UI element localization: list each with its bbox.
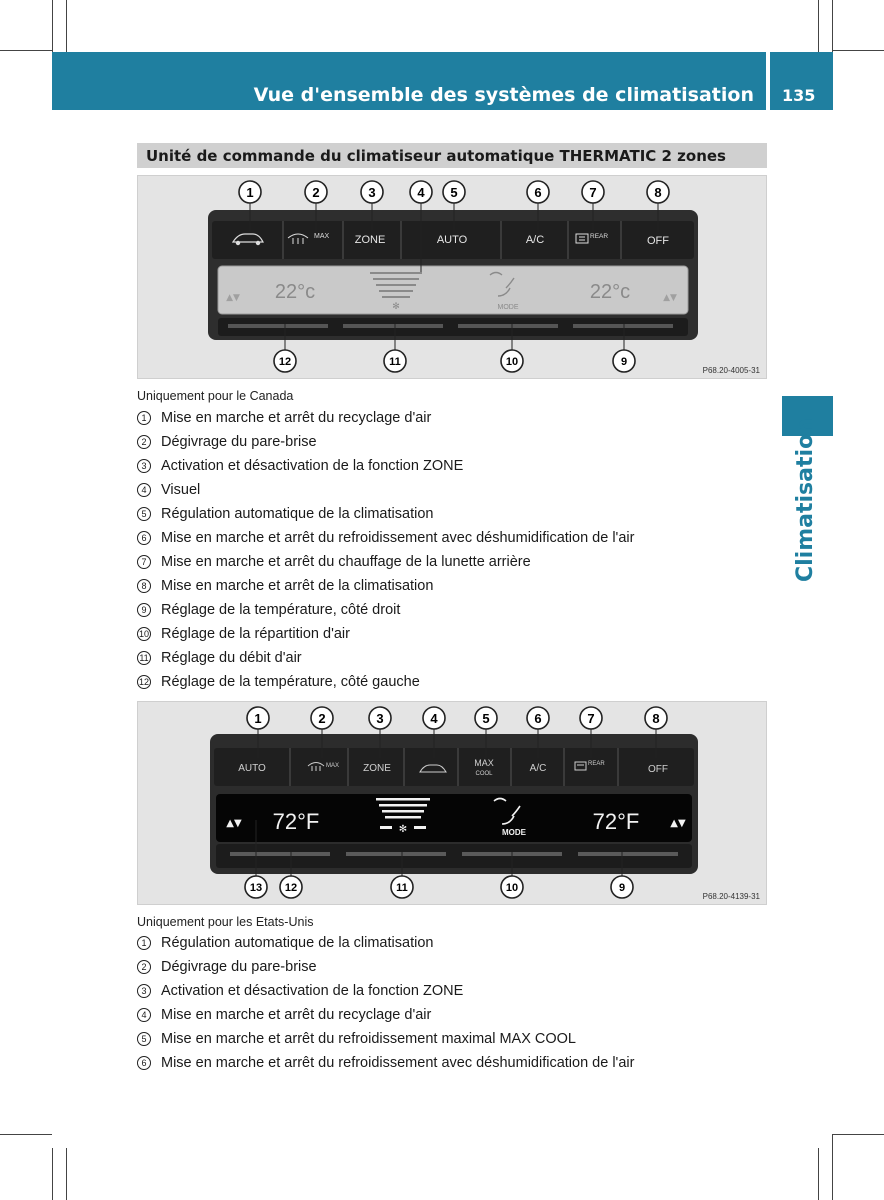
fan-icon: ✻ [392,302,400,312]
panel-label-off: OFF [648,764,668,775]
legend-item: 10 Réglage de la répartition d'air [138,626,350,642]
chapter-tab-label: Climatisation [793,418,818,582]
crop-mark [0,1134,52,1135]
panel-label-off: OFF [647,235,669,247]
callout-top-5 [475,707,497,729]
callout-top-4 [410,181,432,203]
section-heading: Unité de commande du climatiseur automatique THERMATIC 2 zones [137,143,767,168]
callout-top-8 [647,181,669,203]
legend-item: 6 Mise en marche et arrêt du refroidissement avec déshumidification de l'air [137,526,767,550]
svg-text:1: 1 [254,711,262,726]
panel-label-auto: AUTO [238,763,266,774]
legend-list-usa [137,931,767,1075]
callout-top-1 [247,707,269,729]
legend-item: 11 Réglage du débit d'air [137,646,767,670]
crop-mark [66,0,67,52]
callout-bottom-12 [280,876,302,898]
svg-text:7: 7 [587,711,595,726]
crop-mark [833,50,884,51]
temp-arrows-left-icon: ▲▼ [226,818,242,829]
svg-text:1: 1 [246,185,254,200]
callout-top-8 [645,707,667,729]
legend-list-canada [137,406,767,694]
svg-text:10: 10 [505,356,519,368]
temp-arrows-left-icon: ▲▼ [226,293,240,303]
callout-top-7 [580,707,602,729]
callout-top-3 [369,707,391,729]
svg-text:12: 12 [284,882,298,894]
crop-mark [833,1134,884,1135]
legend-item: 2 Dégivrage du pare-brise [137,430,767,454]
crop-mark [66,1148,67,1200]
temp-arrows-right-icon: ▲▼ [663,293,677,303]
page-title: Vue d'ensemble des systèmes de climatisation [253,84,754,106]
page-header [52,52,766,110]
crop-mark [818,0,819,52]
display-mode-label: MODE [502,828,526,837]
figure-reference: P68.20-4005-31 [702,366,760,375]
panel-label-zone: ZONE [363,763,391,774]
panel-label-ac: A/C [529,763,547,774]
legend-item: 9 Réglage de la température, côté droit [137,598,767,622]
legend-item: 1 Mise en marche et arrêt du recyclage d'air [137,406,767,430]
panel-label-zone: ZONE [354,234,386,246]
svg-text:12: 12 [278,356,292,368]
legend-item: 1 Régulation automatique de la climatisation [137,931,767,955]
svg-text:5: 5 [482,711,490,726]
svg-text:6: 6 [534,185,542,200]
callout-top-7 [582,181,604,203]
callout-bottom-11 [384,350,406,372]
callout-top-5 [443,181,465,203]
legend-item: 4 Mise en marche et arrêt du recyclage d'air [137,1003,767,1027]
panel-label-auto: AUTO [436,234,468,246]
svg-text:4: 4 [417,185,425,200]
svg-text:9: 9 [620,356,628,368]
crop-mark [832,0,833,52]
crop-mark [52,1148,53,1200]
legend-item: 12 Réglage de la température, côté gauche [138,674,420,690]
svg-text:11: 11 [389,356,401,368]
svg-text:11: 11 [396,882,408,894]
svg-text:9: 9 [618,882,626,894]
display-left-temp: 72°F [272,809,320,834]
legend-item: 4 Visuel [137,478,767,502]
crop-mark [0,50,52,51]
svg-text:2: 2 [312,185,320,200]
svg-text:3: 3 [368,185,376,200]
panel-label-rear: REAR [588,761,605,767]
panel-label-max: MAX [326,763,340,769]
svg-text:4: 4 [430,711,438,726]
svg-text:7: 7 [589,185,597,200]
svg-text:8: 8 [654,185,662,200]
svg-text:3: 3 [376,711,384,726]
display-mode-label: MODE [497,304,519,311]
figure-reference: P68.20-4139-31 [702,892,760,901]
crop-mark [832,1134,833,1200]
legend-item: 3 Activation et désactivation de la fonction ZONE [137,979,767,1003]
callout-top-6 [527,707,549,729]
callout-bottom-13 [245,876,267,898]
legend-item: 5 Régulation automatique de la climatisation [137,502,767,526]
panel-label-rear: REAR [590,233,609,240]
control-panel-figure-usa [137,701,767,905]
panel-label-max: MAX [314,233,330,240]
callout-top-4 [423,707,445,729]
legend-item: 3 Activation et désactivation de la fonction ZONE [137,454,767,478]
svg-text:8: 8 [652,711,660,726]
callout-top-1 [239,181,261,203]
crop-mark [52,0,53,52]
svg-text:2: 2 [318,711,326,726]
svg-text:10: 10 [505,882,519,894]
temp-arrows-right-icon: ▲▼ [670,818,686,829]
legend-item: 6 Mise en marche et arrêt du refroidissement avec déshumidification de l'air [137,1051,767,1075]
display-left-temp: 22°c [274,281,316,303]
callout-top-2 [305,181,327,203]
figure-caption-canada: Uniquement pour le Canada [137,389,294,403]
crop-mark [818,1148,819,1200]
svg-text:5: 5 [450,185,458,200]
callout-bottom-12 [274,350,296,372]
callout-top-6 [527,181,549,203]
callout-bottom-9 [611,876,633,898]
display-right-temp: 72°F [592,809,640,834]
callout-bottom-9 [613,350,635,372]
legend-item: 7 Mise en marche et arrêt du chauffage de la lunette arrière [137,550,767,574]
callout-bottom-11 [391,876,413,898]
panel-label-max-cool-2: COOL [475,771,493,777]
control-panel-figure-canada [137,175,767,379]
legend-item: 8 Mise en marche et arrêt de la climatisation [137,574,767,598]
legend-item: 2 Dégivrage du pare-brise [137,955,767,979]
legend-item: 5 Mise en marche et arrêt du refroidissement maximal MAX COOL [137,1027,767,1051]
page-number: 135 [782,86,816,105]
page-number-box [770,52,833,110]
callout-bottom-10 [501,876,523,898]
callout-top-2 [311,707,333,729]
callout-top-3 [361,181,383,203]
display-right-temp: 22°c [589,281,631,303]
fan-icon: ✻ [398,824,408,835]
svg-text:13: 13 [249,882,263,894]
svg-text:6: 6 [534,711,542,726]
figure-caption-usa: Uniquement pour les Etats-Unis [137,915,314,929]
panel-label-ac: A/C [525,234,545,246]
panel-label-max-cool-1: MAX [474,758,494,768]
callout-bottom-10 [501,350,523,372]
